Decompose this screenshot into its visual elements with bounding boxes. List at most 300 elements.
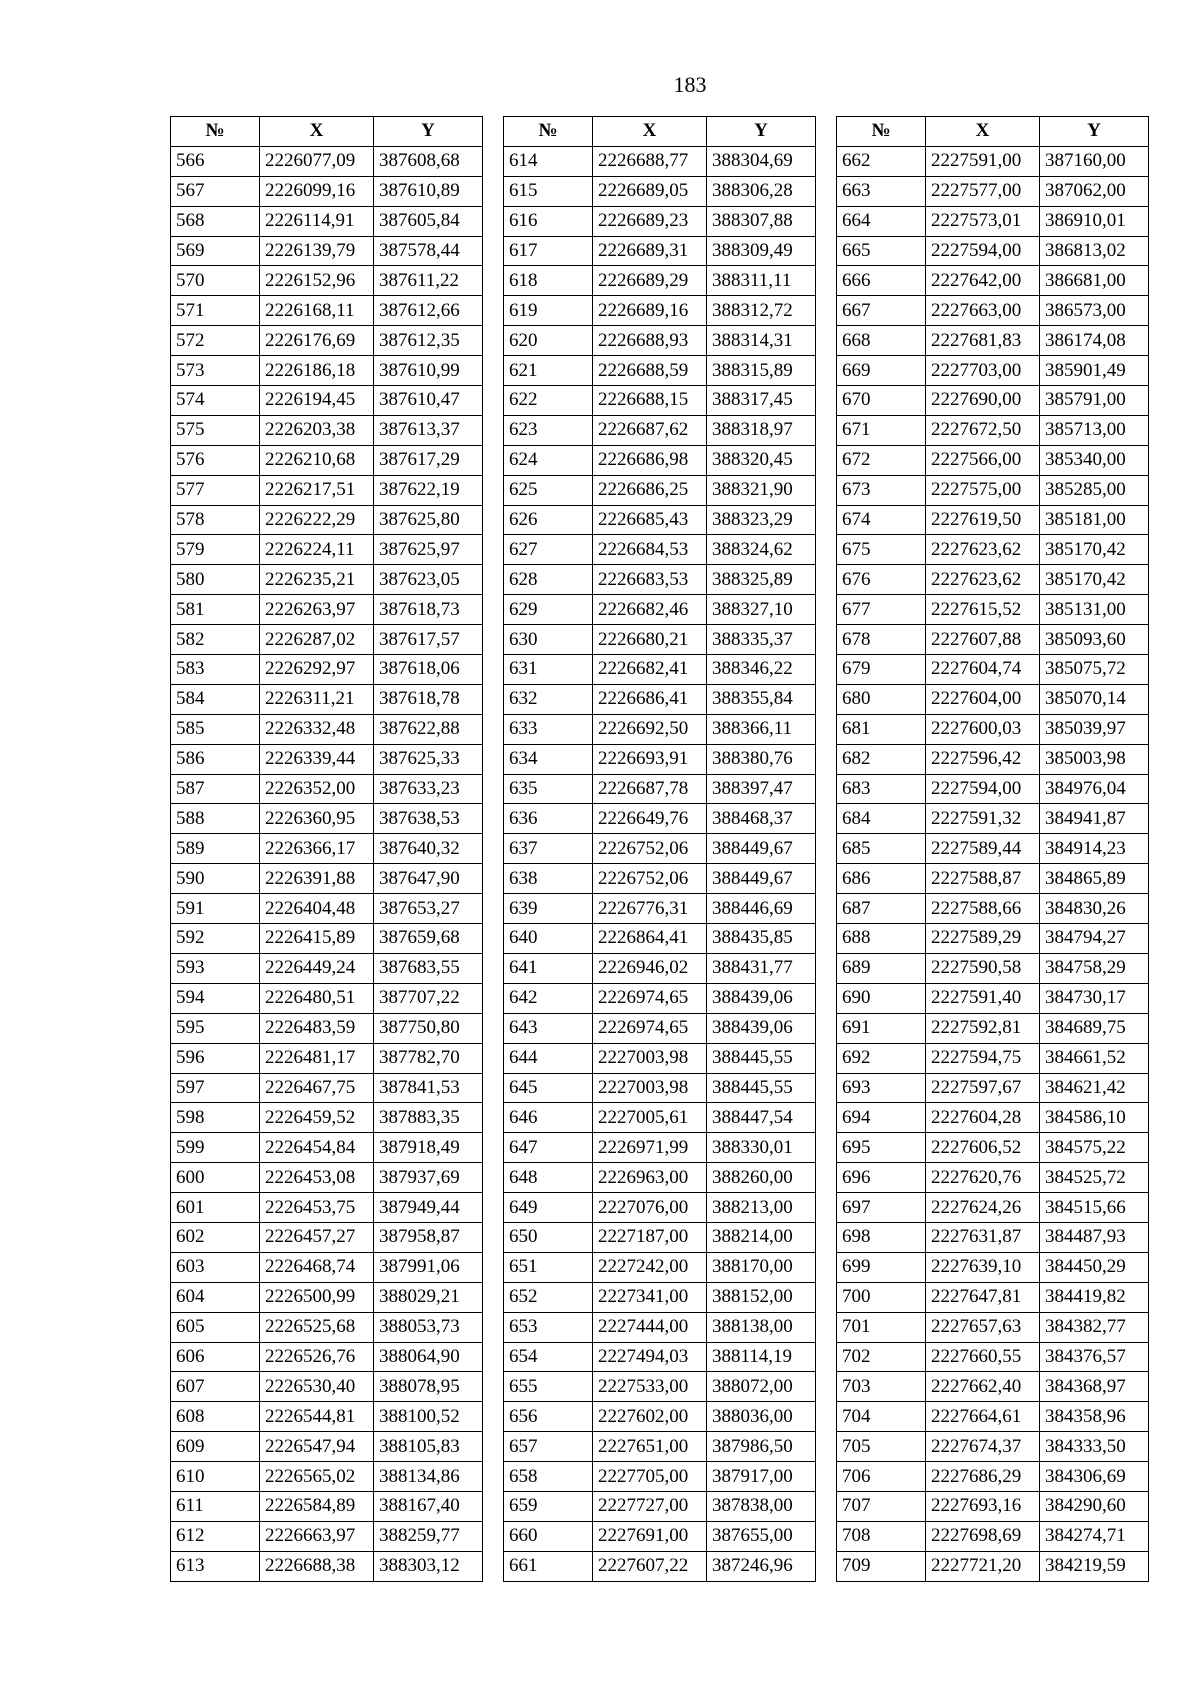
table-row [171,1193,483,1223]
table-row [504,1462,816,1492]
table-row [504,1013,816,1043]
cell-x: 2227662,40 [926,1372,1040,1402]
table-row [504,924,816,954]
table-row [504,176,816,206]
table-row [171,1103,483,1133]
table-row [504,475,816,505]
cell-number: 573 [171,356,260,386]
table-row [837,1312,1149,1342]
table-body [171,146,483,1581]
cell-y: 387160,00 [1040,146,1149,176]
cell-number: 639 [504,894,593,924]
cell-y: 388306,28 [707,176,816,206]
coordinates-table-2 [503,116,816,1582]
table-row [504,953,816,983]
cell-y: 388213,00 [707,1193,816,1223]
table-row [504,744,816,774]
table-row [837,176,1149,206]
table-row [837,655,1149,685]
cell-x: 2226547,94 [260,1432,374,1462]
cell-x: 2226685,43 [593,505,707,535]
table-row [837,415,1149,445]
table-row [504,983,816,1013]
header-x: X [926,117,1040,147]
cell-y: 387617,29 [374,445,483,475]
table-header-row [171,117,483,147]
cell-x: 2226203,38 [260,415,374,445]
cell-y: 387613,37 [374,415,483,445]
cell-number: 606 [171,1342,260,1372]
table-row [837,774,1149,804]
cell-x: 2227444,00 [593,1312,707,1342]
cell-y: 388114,19 [707,1342,816,1372]
cell-y: 384274,71 [1040,1521,1149,1551]
cell-y: 384419,82 [1040,1282,1149,1312]
cell-number: 700 [837,1282,926,1312]
cell-number: 568 [171,206,260,236]
cell-x: 2226391,88 [260,864,374,894]
cell-x: 2227591,00 [926,146,1040,176]
table-row [171,176,483,206]
cell-number: 598 [171,1103,260,1133]
cell-y: 384306,69 [1040,1462,1149,1492]
table-row [171,266,483,296]
header-y: Y [1040,117,1149,147]
cell-y: 387625,97 [374,535,483,565]
cell-y: 384575,22 [1040,1133,1149,1163]
cell-number: 706 [837,1462,926,1492]
cell-number: 649 [504,1193,593,1223]
cell-number: 626 [504,505,593,535]
cell-x: 2226688,15 [593,386,707,416]
cell-x: 2227690,00 [926,386,1040,416]
cell-x: 2227604,28 [926,1103,1040,1133]
cell-x: 2226752,06 [593,864,707,894]
cell-number: 584 [171,684,260,714]
cell-number: 701 [837,1312,926,1342]
cell-x: 2227591,40 [926,983,1040,1013]
cell-x: 2227639,10 [926,1252,1040,1282]
table-row [504,714,816,744]
table-row [171,1312,483,1342]
cell-x: 2226525,68 [260,1312,374,1342]
cell-y: 387618,06 [374,655,483,685]
cell-number: 686 [837,864,926,894]
cell-number: 631 [504,655,593,685]
cell-number: 636 [504,804,593,834]
cell-x: 2227607,88 [926,625,1040,655]
cell-number: 685 [837,834,926,864]
table-row [837,1491,1149,1521]
cell-number: 659 [504,1491,593,1521]
cell-number: 602 [171,1222,260,1252]
cell-y: 388259,77 [374,1521,483,1551]
table-row [504,266,816,296]
table-row [504,386,816,416]
cell-number: 705 [837,1432,926,1462]
table-row [837,625,1149,655]
cell-number: 679 [837,655,926,685]
cell-x: 2227672,50 [926,415,1040,445]
cell-x: 2226680,21 [593,625,707,655]
table-row [837,326,1149,356]
table-row [837,236,1149,266]
cell-number: 605 [171,1312,260,1342]
table-row [504,1432,816,1462]
cell-number: 638 [504,864,593,894]
cell-y: 388439,06 [707,983,816,1013]
cell-number: 567 [171,176,260,206]
cell-number: 648 [504,1163,593,1193]
table-row [171,595,483,625]
header-number: № [171,117,260,147]
table-row [504,1342,816,1372]
cell-number: 677 [837,595,926,625]
table-row [837,924,1149,954]
cell-y: 388105,83 [374,1432,483,1462]
cell-y: 387937,69 [374,1163,483,1193]
cell-number: 619 [504,296,593,326]
table-row [504,894,816,924]
cell-x: 2226415,89 [260,924,374,954]
cell-y: 388346,22 [707,655,816,685]
cell-x: 2227607,22 [593,1551,707,1581]
table-row [504,625,816,655]
table-row [171,655,483,685]
cell-number: 640 [504,924,593,954]
table-row [171,684,483,714]
cell-x: 2226684,53 [593,535,707,565]
cell-x: 2226544,81 [260,1402,374,1432]
cell-x: 2226468,74 [260,1252,374,1282]
cell-y: 388138,00 [707,1312,816,1342]
table-row [504,326,816,356]
cell-x: 2227242,00 [593,1252,707,1282]
cell-y: 385713,00 [1040,415,1149,445]
cell-y: 387611,22 [374,266,483,296]
cell-number: 665 [837,236,926,266]
table-row [504,415,816,445]
cell-y: 388260,00 [707,1163,816,1193]
cell-x: 2226693,91 [593,744,707,774]
cell-y: 387918,49 [374,1133,483,1163]
cell-number: 594 [171,983,260,1013]
table-row [504,595,816,625]
cell-x: 2227596,42 [926,744,1040,774]
table-row [171,1073,483,1103]
cell-number: 607 [171,1372,260,1402]
cell-number: 678 [837,625,926,655]
cell-y: 387683,55 [374,953,483,983]
cell-y: 387986,50 [707,1432,816,1462]
cell-number: 586 [171,744,260,774]
cell-x: 2226481,17 [260,1043,374,1073]
cell-y: 387605,84 [374,206,483,236]
cell-y: 388435,85 [707,924,816,954]
cell-x: 2226168,11 [260,296,374,326]
table-row [837,1342,1149,1372]
table-row [171,1372,483,1402]
cell-y: 384358,96 [1040,1402,1149,1432]
table-row [837,1521,1149,1551]
cell-y: 384376,57 [1040,1342,1149,1372]
cell-x: 2227674,37 [926,1432,1040,1462]
cell-x: 2227703,00 [926,356,1040,386]
cell-number: 664 [837,206,926,236]
header-x: X [593,117,707,147]
cell-number: 609 [171,1432,260,1462]
cell-y: 388445,55 [707,1043,816,1073]
cell-number: 601 [171,1193,260,1223]
cell-y: 387608,68 [374,146,483,176]
cell-y: 388314,31 [707,326,816,356]
cell-y: 385791,00 [1040,386,1149,416]
cell-x: 2226311,21 [260,684,374,714]
cell-y: 387782,70 [374,1043,483,1073]
cell-y: 387949,44 [374,1193,483,1223]
cell-y: 388029,21 [374,1282,483,1312]
table-row [504,1282,816,1312]
cell-number: 653 [504,1312,593,1342]
cell-y: 387612,66 [374,296,483,326]
cell-y: 388446,69 [707,894,816,924]
table-row [504,445,816,475]
cell-y: 388431,77 [707,953,816,983]
cell-x: 2226500,99 [260,1282,374,1312]
table-row [504,1521,816,1551]
cell-y: 388307,88 [707,206,816,236]
cell-y: 388324,62 [707,535,816,565]
table-row [837,1372,1149,1402]
table-header-row [837,117,1149,147]
cell-x: 2226530,40 [260,1372,374,1402]
table-row [171,1342,483,1372]
cell-y: 385901,49 [1040,356,1149,386]
cell-y: 388100,52 [374,1402,483,1432]
table-row [171,953,483,983]
cell-y: 384758,29 [1040,953,1149,983]
table-row [837,744,1149,774]
cell-number: 595 [171,1013,260,1043]
cell-number: 693 [837,1073,926,1103]
table-row [171,326,483,356]
table-row [171,1432,483,1462]
cell-number: 663 [837,176,926,206]
cell-x: 2227663,00 [926,296,1040,326]
cell-x: 2227727,00 [593,1491,707,1521]
cell-number: 575 [171,415,260,445]
cell-number: 580 [171,565,260,595]
cell-number: 632 [504,684,593,714]
table-row [837,1193,1149,1223]
table-row [171,834,483,864]
cell-x: 2226649,76 [593,804,707,834]
table-row [837,505,1149,535]
cell-number: 650 [504,1222,593,1252]
cell-number: 611 [171,1491,260,1521]
table-row [504,1222,816,1252]
cell-number: 578 [171,505,260,535]
cell-number: 635 [504,774,593,804]
cell-y: 388312,72 [707,296,816,326]
cell-x: 2227620,76 [926,1163,1040,1193]
cell-x: 2226287,02 [260,625,374,655]
cell-number: 646 [504,1103,593,1133]
cell-number: 645 [504,1073,593,1103]
cell-y: 387841,53 [374,1073,483,1103]
cell-x: 2226222,29 [260,505,374,535]
cell-x: 2226692,50 [593,714,707,744]
cell-x: 2227624,26 [926,1193,1040,1223]
table-row [504,774,816,804]
table-row [171,505,483,535]
cell-x: 2226688,38 [260,1551,374,1581]
cell-x: 2226454,84 [260,1133,374,1163]
table-row [837,1462,1149,1492]
cell-number: 668 [837,326,926,356]
cell-x: 2226688,59 [593,356,707,386]
cell-number: 688 [837,924,926,954]
cell-x: 2226224,11 [260,535,374,565]
cell-y: 386174,08 [1040,326,1149,356]
cell-x: 2227647,81 [926,1282,1040,1312]
coordinates-table [503,116,816,1582]
table-row [504,684,816,714]
cell-y: 388449,67 [707,834,816,864]
cell-number: 654 [504,1342,593,1372]
cell-x: 2226752,06 [593,834,707,864]
table-row [171,236,483,266]
cell-y: 384689,75 [1040,1013,1149,1043]
cell-number: 634 [504,744,593,774]
cell-x: 2226152,96 [260,266,374,296]
cell-x: 2227600,03 [926,714,1040,744]
cell-x: 2226689,23 [593,206,707,236]
cell-x: 2227187,00 [593,1222,707,1252]
cell-x: 2227594,75 [926,1043,1040,1073]
cell-y: 388317,45 [707,386,816,416]
cell-y: 387062,00 [1040,176,1149,206]
cell-y: 388134,86 [374,1462,483,1492]
cell-number: 613 [171,1551,260,1581]
cell-number: 670 [837,386,926,416]
table-row [504,1163,816,1193]
cell-y: 388036,00 [707,1402,816,1432]
cell-x: 2226687,78 [593,774,707,804]
cell-x: 2226565,02 [260,1462,374,1492]
table-body [837,146,1149,1581]
cell-x: 2227591,32 [926,804,1040,834]
cell-number: 673 [837,475,926,505]
cell-y: 388325,89 [707,565,816,595]
cell-x: 2226467,75 [260,1073,374,1103]
table-row [171,146,483,176]
table-row [837,595,1149,625]
cell-x: 2227693,16 [926,1491,1040,1521]
cell-y: 387655,00 [707,1521,816,1551]
table-row [171,804,483,834]
cell-number: 680 [837,684,926,714]
cell-y: 385093,60 [1040,625,1149,655]
cell-y: 384794,27 [1040,924,1149,954]
cell-y: 387958,87 [374,1222,483,1252]
cell-x: 2226776,31 [593,894,707,924]
cell-number: 667 [837,296,926,326]
cell-x: 2227681,83 [926,326,1040,356]
table-row [171,1133,483,1163]
cell-x: 2226480,51 [260,983,374,1013]
table-row [171,1043,483,1073]
cell-x: 2227076,00 [593,1193,707,1223]
cell-y: 387917,00 [707,1462,816,1492]
cell-number: 599 [171,1133,260,1163]
table-row [504,1491,816,1521]
cell-x: 2226689,29 [593,266,707,296]
cell-x: 2226235,21 [260,565,374,595]
cell-number: 591 [171,894,260,924]
cell-number: 618 [504,266,593,296]
cell-y: 384368,97 [1040,1372,1149,1402]
cell-number: 624 [504,445,593,475]
cell-x: 2227691,00 [593,1521,707,1551]
table-row [504,1402,816,1432]
table-row [171,475,483,505]
table-body [504,146,816,1581]
cell-x: 2226963,00 [593,1163,707,1193]
cell-number: 622 [504,386,593,416]
cell-x: 2226453,08 [260,1163,374,1193]
header-y: Y [707,117,816,147]
cell-number: 600 [171,1163,260,1193]
cell-y: 388449,67 [707,864,816,894]
cell-number: 662 [837,146,926,176]
cell-number: 615 [504,176,593,206]
cell-number: 637 [504,834,593,864]
cell-number: 630 [504,625,593,655]
cell-y: 384865,89 [1040,864,1149,894]
cell-number: 623 [504,415,593,445]
table-row [171,565,483,595]
table-row [504,1372,816,1402]
cell-number: 695 [837,1133,926,1163]
cell-x: 2226404,48 [260,894,374,924]
cell-x: 2226186,18 [260,356,374,386]
cell-x: 2227657,63 [926,1312,1040,1342]
cell-number: 574 [171,386,260,416]
cell-number: 691 [837,1013,926,1043]
table-row [837,1432,1149,1462]
cell-number: 617 [504,236,593,266]
cell-y: 384830,26 [1040,894,1149,924]
cell-y: 387610,89 [374,176,483,206]
cell-x: 2226584,89 [260,1491,374,1521]
cell-x: 2226453,75 [260,1193,374,1223]
cell-y: 387246,96 [707,1551,816,1581]
cell-y: 387640,32 [374,834,483,864]
cell-y: 388152,00 [707,1282,816,1312]
table-row [837,1013,1149,1043]
cell-x: 2227594,00 [926,236,1040,266]
table-row [504,296,816,326]
header-y: Y [374,117,483,147]
cell-number: 620 [504,326,593,356]
cell-x: 2226459,52 [260,1103,374,1133]
cell-y: 388355,84 [707,684,816,714]
cell-number: 592 [171,924,260,954]
cell-y: 384219,59 [1040,1551,1149,1581]
table-row [504,1252,816,1282]
cell-x: 2227588,66 [926,894,1040,924]
